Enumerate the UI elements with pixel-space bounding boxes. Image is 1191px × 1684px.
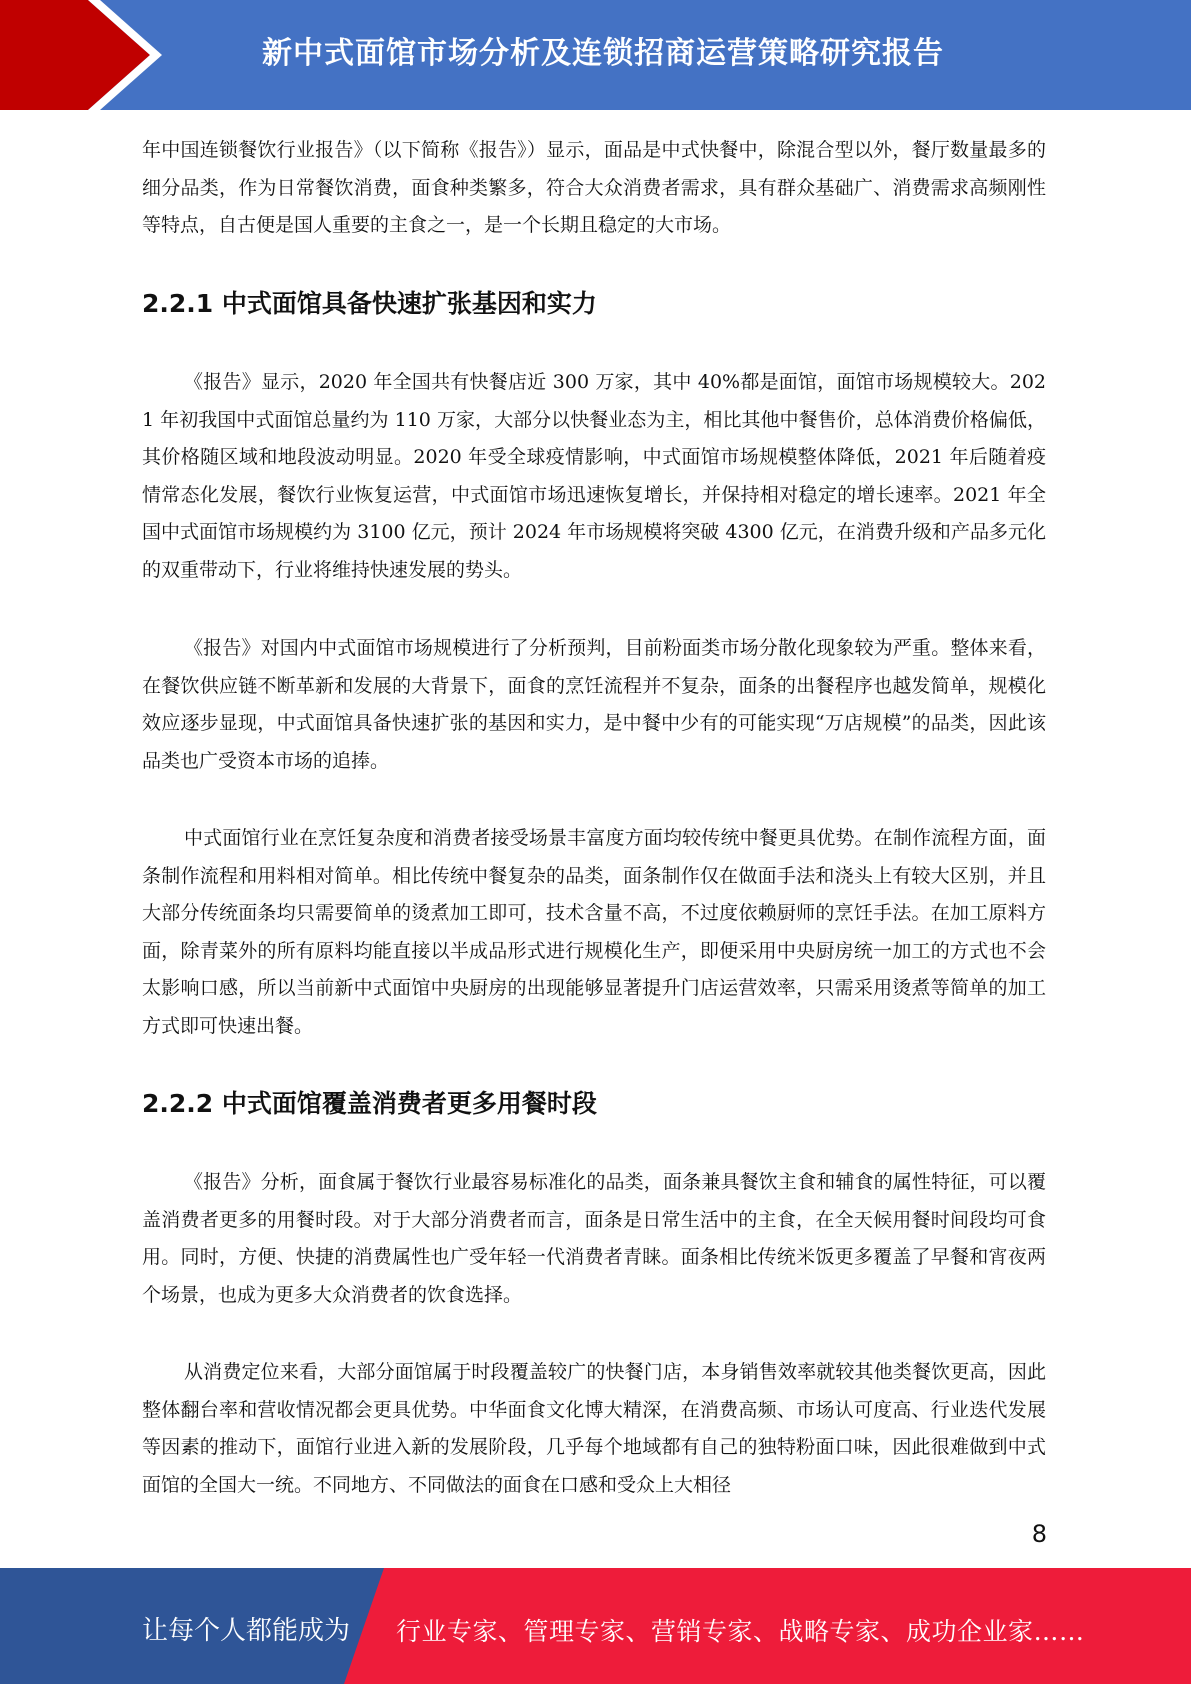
- section2-paragraph-2-block: [142, 1354, 1046, 1504]
- page-footer: [0, 1568, 1191, 1684]
- section1-paragraph-2: 《报告》对国内中式面馆市场规模进行了分析预判，目前粉面类市场分散化现象较为严重。整体来看，在餐饮供应链不断革新和发展的大背景下，面食的烹饪流程并不复杂，面条的出餐程序也越发简单，规模化效应逐步显现，中式面馆具备快速扩张的基因和实力，是中餐中少有的可能实现“万店规模”的品类，因此该品类也广受资本市场的追捧。: [142, 637, 1046, 772]
- section2-paragraph-1-block: [142, 1164, 1046, 1314]
- section1-paragraph-3-block: [142, 820, 1046, 1045]
- section1-paragraph-1: 《报告》显示，2020 年全国共有快餐店近 300 万家，其中 40%都是面馆，面馆市场规模较大。2021 年初我国中式面馆总量约为 110 万家，大部分以快餐业态为主，相比其他中餐售价，总体消费价格偏低，其价格随区域和地段波动明显。2020 年受全球疫情影响，中式面馆市场规模整体降低，2021 年后随着疫情常态化发展，餐饮行业恢复运营，中式面馆市场迅速恢复增长，并保持相对稳定的增长速率。2021 年全国中式面馆市场规模约为 3100 亿元，预计 2024 年市场规模将突破 4300 亿元，在消费升级和产品多元化的双重带动下，行业将维持快速发展的势头。: [142, 371, 1046, 581]
- section1-paragraph-2-block: [142, 630, 1046, 780]
- section-heading-2-2-1: 2.2.1 中式面馆具备快速扩张基因和实力: [142, 289, 597, 318]
- intro-block: [142, 132, 1046, 245]
- footer-slogan-right: 行业专家、管理专家、营销专家、战略专家、成功企业家……: [396, 1617, 1085, 1646]
- footer-slogan-left: 让每个人都能成为: [142, 1616, 351, 1646]
- report-title: 新中式面馆市场分析及连锁招商运营策略研究报告: [262, 36, 944, 71]
- page-number: 8: [1031, 1520, 1047, 1548]
- section-heading-2-2-2: 2.2.2 中式面馆覆盖消费者更多用餐时段: [142, 1089, 597, 1118]
- section1-paragraph-3: 中式面馆行业在烹饪复杂度和消费者接受场景丰富度方面均较传统中餐更具优势。在制作流程方面，面条制作流程和用料相对简单。相比传统中餐复杂的品类，面条制作仅在做面手法和浇头上有较大区别，并且大部分传统面条均只需要简单的烫煮加工即可，技术含量不高，不过度依赖厨师的烹饪手法。在加工原料方面，除青菜外的所有原料均能直接以半成品形式进行规模化生产，即便采用中央厨房统一加工的方式也不会太影响口感，所以当前新中式面馆中央厨房的出现能够显著提升门店运营效率，只需采用烫煮等简单的加工方式即可快速出餐。: [142, 827, 1046, 1037]
- section1-paragraph-1-block: [142, 364, 1046, 589]
- intro-paragraph: 年中国连锁餐饮行业报告》（以下简称《报告》）显示，面品是中式快餐中，除混合型以外，餐厅数量最多的细分品类，作为日常餐饮消费，面食种类繁多，符合大众消费者需求，具有群众基础广、消费需求高频刚性等特点，自古便是国人重要的主食之一，是一个长期且稳定的大市场。: [142, 139, 1046, 236]
- section2-paragraph-1: 《报告》分析，面食属于餐饮行业最容易标准化的品类，面条兼具餐饮主食和辅食的属性特征，可以覆盖消费者更多的用餐时段。对于大部分消费者而言，面条是日常生活中的主食，在全天候用餐时间段均可食用。同时，方便、快捷的消费属性也广受年轻一代消费者青睐。面条相比传统米饭更多覆盖了早餐和宵夜两个场景，也成为更多大众消费者的饮食选择。: [142, 1171, 1046, 1306]
- section2-paragraph-2: 从消费定位来看，大部分面馆属于时段覆盖较广的快餐门店，本身销售效率就较其他类餐饮更高，因此整体翻台率和营收情况都会更具优势。中华面食文化博大精深，在消费高频、市场认可度高、行业迭代发展等因素的推动下，面馆行业进入新的发展阶段，几乎每个地域都有自己的独特粉面口味，因此很难做到中式面馆的全国大一统。不同地方、不同做法的面食在口感和受众上大相径: [142, 1361, 1046, 1496]
- page-header: [0, 0, 1191, 110]
